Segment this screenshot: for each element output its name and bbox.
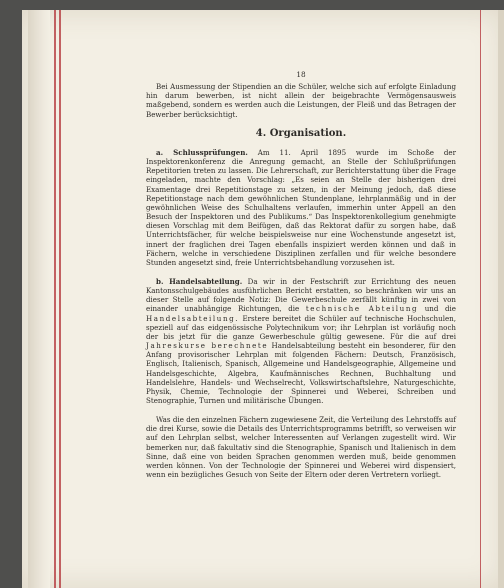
- paragraph-a-lead: a. Schlussprüfungen.: [156, 147, 248, 157]
- paragraph-b: [146, 277, 456, 405]
- intro-paragraph: Bei Ausmessung der Stipendien an die Schüler, welche sich auf erfolgte Einladung hin darum bewerben, ist nicht allein der beigebrachte Vermögensausweis maßgebend, sondern es werden auch die Leistungen, der Fleiß und das Betragen der Bewerber berücksichtigt.: [146, 82, 456, 119]
- closing-paragraph: Was die den einzelnen Fächern zugewiesene Zeit, die Verteilung des Lehrstoffs auf die drei Kurse, sowie die Details des Unterrichtsprogramms betrifft, so verweisen wir auf den Lehrplan selbst, welcher Interessenten auf Verlangen zugestellt wird. Wir bemerken nur, daß fakultativ sind die Stenographie, Spanisch und Italienisch in dem Sinne, daß eine von beiden Sprachen genommen werden muß, beide genommen werden können. Von der Technologie der Spinnerei und Weberei wird dispensiert, wenn ein bezügliches Gesuch von Seite der Eltern oder deren Vertretern vorliegt.: [146, 415, 456, 480]
- paragraph-a: [146, 148, 456, 267]
- page-edge: [498, 10, 504, 588]
- section-title: 4. Organisation.: [255, 127, 347, 139]
- margin-rule: [54, 10, 56, 588]
- paragraph-b-spaced-2: Handelsabteilung.: [146, 313, 240, 323]
- paragraph-b-lead: b. Handelsabteilung.: [156, 276, 243, 286]
- paragraph-a-text: Am 11. April 1895 wurde im Schoße der Inspektorenkonferenz die Anregung gemacht, an Stelle der Schlußprüfungen Repetitorien treten zu lassen. Die Lehrerschaft, zur Berichterstattung über die Frage eingeladen, machte den Vorschlag: „Es seien an Stelle der bisherigen drei Examentage drei Repetitionstage zu setzen, in der Meinung jedoch, daß diese Repetitionstage nach dem gewöhnlichen Stundenplane, lehrplanmäßig und in der gewöhnlichen Weise des Schulhaltens verlaufen, immerhin unter Appell an den Besuch der Inspektoren und des Publikums.“ Das Inspektorenkollegium genehmigte diesen Vorschlag mit dem Beifügen, daß das Rektorat dafür zu sorgen habe, daß Unterrichtsfächer, für welche beispielsweise nur eine Wochenstunde angesetzt ist, innert der fraglichen drei Tagen ebenfalls inspiziert werden können und daß in Fächern, welche in verschiedene Disziplinen zerfallen und für welche besondere Stunden angesetzt sind, freie Unterrichtsbehandlung vorzusehen ist.: [146, 147, 456, 267]
- book-page: [22, 10, 504, 588]
- paragraph-b-text-3: Erstere bereitet die Schüler auf technische Hochschulen, speziell auf das eidgenössische Polytechnikum vor; ihr Lehrplan ist vorläufig noch der bis jetzt für die ganze Gewerbeschule gültig gewesene. Für die auf drei: [146, 313, 456, 341]
- margin-rule: [480, 10, 481, 588]
- paragraph-b-text-1: Da wir in der Festschrift zur Errichtung des neuen Kantonsschulgebäudes ausführlichen Bericht erstatten, so beschränken wir uns an dieser Stelle auf folgende Notiz: Die Gewerbeschule zerfällt künftig in zwei von einander unabhängige Richtungen, die: [146, 276, 457, 314]
- page-text: [146, 70, 456, 479]
- binding-gutter: [28, 10, 50, 588]
- page-number: 18: [296, 70, 306, 79]
- paragraph-b-text-2: und die: [418, 304, 456, 314]
- paragraph-b-spaced-3: Jahreskurse berechnete: [146, 341, 269, 351]
- paragraph-b-spaced-1: technische Abteilung: [305, 304, 419, 314]
- paragraph-b-text-4: Handelsabteilung besteht ein besonderer, für den Anfang provisorischer Lehrplan mit folgenden Fächern: Deutsch, Französisch, Englisch, Italienisch, Spanisch, Allgemeine und Handelsgeographie, Allgemeine und Handelsgeschichte, Algebra, Kaufmännisches Rechnen, Buchhaltung und Handelslehre, Handels- und Wechselrecht, Volkswirtschaftslehre, Naturgeschichte, Physik, Chemie, Technologie der Spinnerei und Weberei, Schreiben und Stenographie, Turnen und militärische Übungen.: [146, 341, 457, 405]
- margin-rule: [59, 10, 61, 588]
